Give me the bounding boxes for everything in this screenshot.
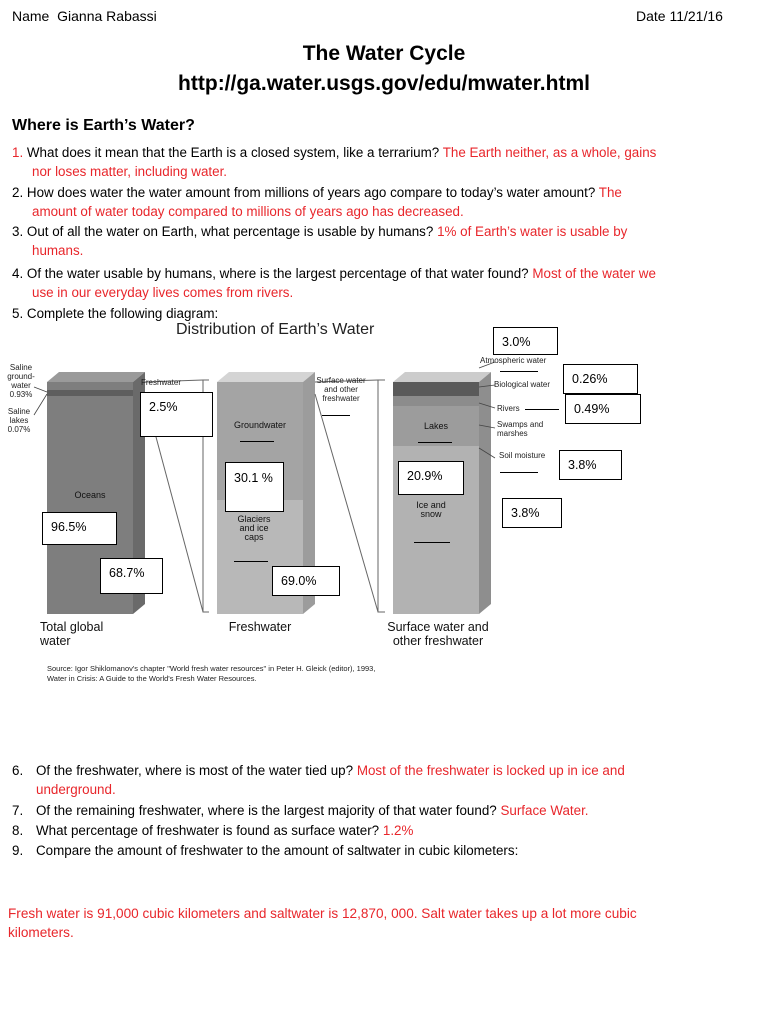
label-rivers: Rivers [497,404,520,413]
answer-text: nor loses matter, including water. [32,163,228,179]
date-field [636,8,723,24]
label-ice-snow: Ice and snow [416,500,446,519]
answer-text: kilometers. [8,924,74,940]
bar-top [393,372,491,382]
question-text: What does it mean that the Earth is a closed system, like a terrarium? [26,145,440,160]
label-glaciers: Glaciers and ice caps [237,514,271,542]
label-atmospheric: Atmospheric water [480,356,547,365]
blank-line [418,442,452,443]
question-text: Of the water usable by humans, where is the largest percentage of that water found? [26,266,529,281]
bar-atmospheric-section [393,382,479,396]
blank-line [500,472,538,473]
answer-box-freshwater[interactable]: 2.5% [140,392,213,437]
surface-bracket [378,380,385,612]
blank-line [322,415,350,416]
caption-surface-water: Surface water and other freshwater [387,620,489,648]
answer-text: Most of the water we [532,266,656,281]
answer-text: amount of water today compared to millions of years ago has decreased. [32,203,464,219]
question-number: 5. [12,306,24,321]
source-line: Source: Igor Shiklomanov's chapter "World fresh water resources" in Peter H. Gleick (editor), 1993, [47,664,376,673]
answer-text: Surface Water. [500,803,589,818]
label-swamps: Swamps and marshes [497,420,544,438]
caption-freshwater: Freshwater [228,620,292,634]
bar-saline-band [47,390,133,396]
question-5 [12,305,762,324]
name-value: Gianna Rabassi [57,8,157,24]
blank-line [414,542,450,543]
label-groundwater: Groundwater [233,420,287,430]
answer-box-soil[interactable]: 3.8% [559,450,622,480]
answer-box-rivers[interactable]: 0.49% [565,394,641,424]
answer-text: 1% of Earth’s water is usable by [437,224,628,239]
answer-box-biological[interactable]: 0.26% [563,364,638,394]
page-title: The Water Cycle [302,42,466,65]
answer-box-glaciers-total[interactable]: 68.7% [100,558,163,594]
label-saline-groundwater: Saline ground-water 0.93% [7,363,35,399]
question-8 [12,822,764,841]
question-7 [12,802,764,821]
answer-text: underground. [36,781,116,797]
answer-box-glaciers[interactable]: 69.0% [272,566,340,596]
diagram-source [47,664,375,684]
question-text: Of the freshwater, where is most of the water tied up? [36,763,354,778]
source-line: Water in Crisis: A Guide to the World's Fresh Water Resources. [47,674,257,683]
question-text: Out of all the water on Earth, what percentage is usable by humans? [26,224,434,239]
bar-rivers-section [393,396,479,406]
question-4 [12,265,762,302]
answer-box-oceans[interactable]: 96.5% [42,512,117,545]
question-number: 9. [12,843,24,858]
section-heading: Where is Earth’s Water? [12,117,195,134]
question-number: 7. [12,803,24,818]
date-value: 11/21/16 [669,8,723,24]
page-url: http://ga.water.usgs.gov/edu/mwater.html [178,72,590,95]
bar-top [217,372,315,382]
answer-box-atmospheric[interactable]: 3.0% [493,327,558,355]
question-3 [12,223,762,260]
caption-total-global-water: Total global water [40,620,104,648]
question-text: Of the remaining freshwater, where is the largest majority of that water found? [36,803,497,818]
question-text: What percentage of freshwater is found as surface water? [36,823,380,838]
label-soil-moisture: Soil moisture [499,451,546,460]
answer-text: use in our everyday lives comes from rivers. [32,284,294,300]
answer-text: Fresh water is 91,000 cubic kilometers and saltwater is 12,870, 000. Salt water takes up a lot more cubic [8,906,637,921]
answer-text: Most of the freshwater is locked up in ice and [356,763,625,778]
question-9 [12,842,764,861]
question-text: Complete the following diagram: [26,306,219,321]
answer-box-lakes[interactable]: 20.9% [398,461,464,495]
bar-side [479,372,491,614]
answer-text: 1.2% [382,823,414,838]
question-text: How does water the water amount from millions of years ago compare to today’s water amount? [26,185,596,200]
question-number: 8. [12,823,24,838]
answer-box-swamps[interactable]: 3.8% [502,498,562,528]
label-biological: Biological water [494,380,551,389]
label-oceans: Oceans [74,490,106,500]
answer-box-groundwater[interactable]: 30.1 % [225,462,284,512]
answer-text: humans. [32,242,84,258]
question-number: 4. [12,266,24,281]
label-freshwater: Freshwater [141,378,182,387]
bar-top [47,372,145,382]
question-2 [12,184,762,221]
blank-line [240,441,274,442]
question-number: 6. [12,763,24,778]
label-lakes: Lakes [423,421,449,431]
question-1 [12,144,762,181]
label-saline-lakes: Saline lakes 0.07% [7,407,31,434]
name-label: Name [12,8,50,24]
name-field [12,8,157,24]
final-answer [8,905,764,942]
date-label: Date [636,8,666,24]
answer-text: The [598,185,622,200]
question-number: 1. [12,145,24,160]
question-number: 2. [12,185,24,200]
label-surface-other: Surface water and other freshwater [316,376,366,403]
blank-line [525,409,559,410]
answer-text: The Earth neither, as a whole, gains [442,145,657,160]
blank-line [500,371,538,372]
question-text: Compare the amount of freshwater to the amount of saltwater in cubic kilometers: [36,843,519,858]
question-6 [12,762,764,799]
blank-line [234,561,268,562]
question-number: 3. [12,224,24,239]
diagram-title: Distribution of Earth’s Water [176,321,375,338]
